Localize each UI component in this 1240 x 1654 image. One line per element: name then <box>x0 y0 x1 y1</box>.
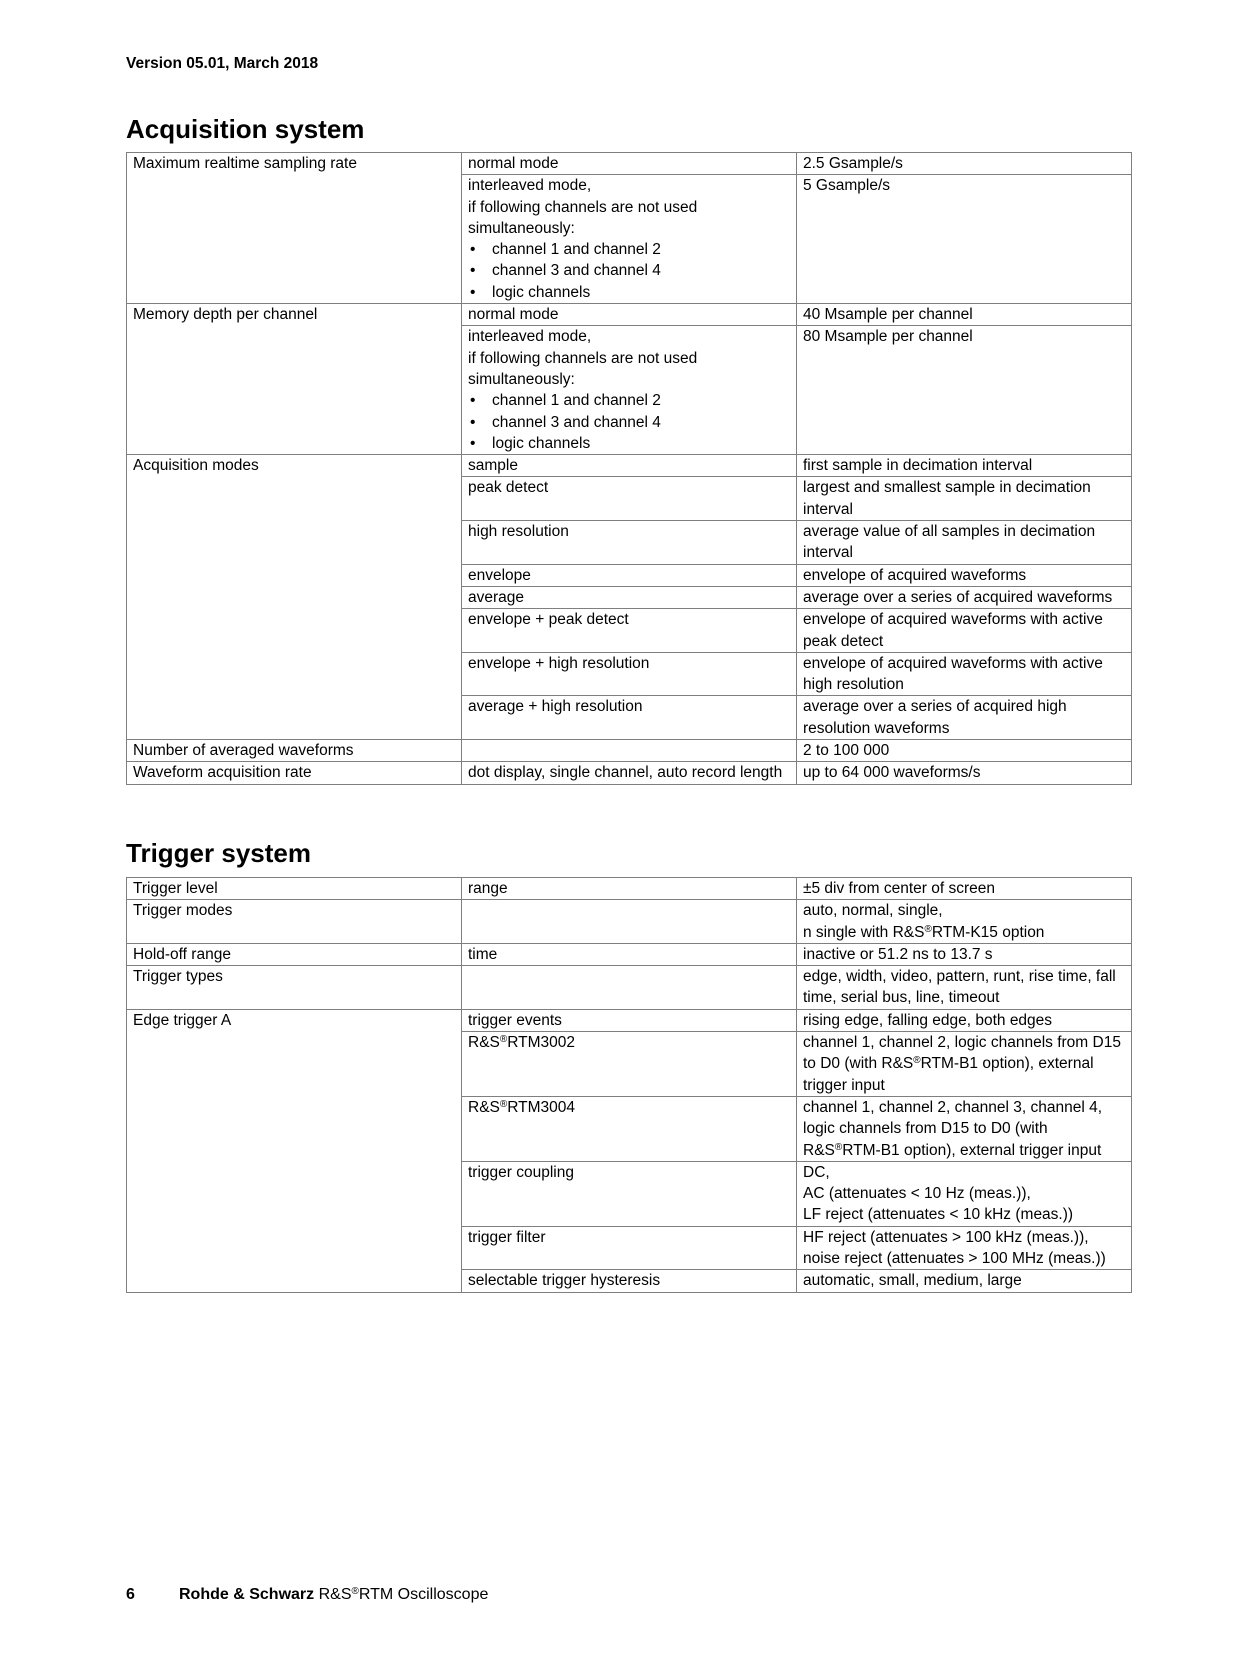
model-prefix: R&S <box>468 1098 500 1116</box>
bullet-item: • logic channels <box>468 433 790 454</box>
spec-value <box>797 1096 1132 1161</box>
page-number: 6 <box>126 1586 135 1603</box>
condition-line: simultaneously: <box>468 370 575 388</box>
spec-condition <box>462 1096 797 1161</box>
spec-value: average value of all samples in decimation interval <box>797 521 1132 565</box>
spec-value: ±5 div from center of screen <box>797 878 1132 900</box>
acquisition-section-title: Acquisition system <box>126 114 365 144</box>
brand-name: Rohde & Schwarz <box>179 1586 315 1603</box>
spec-condition: high resolution <box>462 521 797 565</box>
table-row <box>127 878 1132 900</box>
value-line <box>803 922 1125 943</box>
spec-condition: normal mode <box>462 153 797 175</box>
value-text: RTM-B1 option), external trigger input <box>803 1055 1094 1094</box>
table-row <box>127 943 1132 965</box>
registered-mark: ® <box>499 1034 508 1046</box>
spec-condition: average <box>462 586 797 608</box>
registered-mark: ® <box>351 1586 359 1597</box>
spec-label: Trigger level <box>127 878 462 900</box>
spec-value: average over a series of acquired high resolution waveforms <box>797 696 1132 740</box>
bullet-item: • channel 1 and channel 2 <box>468 239 790 260</box>
spec-condition <box>462 326 797 455</box>
condition-line: simultaneously: <box>468 219 575 237</box>
acquisition-spec-table <box>126 152 1132 785</box>
spec-condition: range <box>462 878 797 900</box>
spec-value: 40 Msample per channel <box>797 304 1132 326</box>
spec-value: 2.5 Gsample/s <box>797 153 1132 175</box>
spec-label: Edge trigger A <box>127 1009 462 1292</box>
page-footer <box>126 1586 488 1604</box>
trigger-section-title: Trigger system <box>126 838 311 868</box>
table-row <box>127 966 1132 1010</box>
spec-value: HF reject (attenuates > 100 kHz (meas.)), noise reject (attenuates > 100 MHz (meas.)) <box>797 1226 1132 1270</box>
registered-mark: ® <box>924 923 932 935</box>
spec-value: edge, width, video, pattern, runt, rise time, fall time, serial bus, line, timeout <box>797 966 1132 1010</box>
bullet-item: • channel 1 and channel 2 <box>468 390 790 411</box>
bullet-item: • channel 3 and channel 4 <box>468 412 790 433</box>
spec-condition: trigger coupling <box>462 1161 797 1226</box>
spec-condition: trigger filter <box>462 1226 797 1270</box>
model-name: RTM3002 <box>507 1034 576 1052</box>
condition-line: interleaved mode, <box>468 177 592 195</box>
table-row <box>127 153 1132 175</box>
spec-value: envelope of acquired waveforms with active peak detect <box>797 609 1132 653</box>
registered-mark: ® <box>834 1141 843 1153</box>
spec-value <box>797 1032 1132 1097</box>
table-row <box>127 900 1132 944</box>
table-row <box>127 304 1132 326</box>
spec-value: inactive or 51.2 ns to 13.7 s <box>797 943 1132 965</box>
spec-condition: envelope <box>462 564 797 586</box>
value-text: channel 1, channel 2, channel 3, channel 4, logic channels from D15 to D0 (with R&S <box>803 1098 1103 1159</box>
value-text: RTM-B1 option), external trigger input <box>842 1141 1102 1159</box>
table-row <box>127 762 1132 784</box>
spec-condition: selectable trigger hysteresis <box>462 1270 797 1292</box>
spec-condition: peak detect <box>462 477 797 521</box>
spec-label: Maximum realtime sampling rate <box>127 153 462 304</box>
spec-condition <box>462 740 797 762</box>
spec-label: Hold-off range <box>127 943 462 965</box>
registered-mark: ® <box>499 1098 508 1110</box>
spec-label: Acquisition modes <box>127 455 462 740</box>
spec-label: Trigger types <box>127 966 462 1010</box>
spec-condition <box>462 966 797 1010</box>
spec-label: Waveform acquisition rate <box>127 762 462 784</box>
spec-value: first sample in decimation interval <box>797 455 1132 477</box>
table-row <box>127 455 1132 477</box>
table-row <box>127 1009 1132 1031</box>
spec-label: Trigger modes <box>127 900 462 944</box>
value-line: auto, normal, single, <box>803 902 943 920</box>
spec-condition <box>462 1032 797 1097</box>
condition-line: if following channels are not used <box>468 349 698 367</box>
spec-value: largest and smallest sample in decimation interval <box>797 477 1132 521</box>
spec-value: 80 Msample per channel <box>797 326 1132 455</box>
spec-value: 2 to 100 000 <box>797 740 1132 762</box>
spec-value: 5 Gsample/s <box>797 175 1132 304</box>
bullet-item: • channel 3 and channel 4 <box>468 260 790 281</box>
value-line: AC (attenuates < 10 Hz (meas.)), <box>803 1185 1031 1203</box>
spec-label: Memory depth per channel <box>127 304 462 455</box>
spec-condition: average + high resolution <box>462 696 797 740</box>
trigger-spec-table <box>126 877 1132 1293</box>
spec-value: average over a series of acquired waveforms <box>797 586 1132 608</box>
spec-condition: sample <box>462 455 797 477</box>
spec-value: automatic, small, medium, large <box>797 1270 1132 1292</box>
product-prefix: R&S <box>314 1586 352 1603</box>
spec-value: envelope of acquired waveforms <box>797 564 1132 586</box>
spec-condition: envelope + high resolution <box>462 652 797 696</box>
table-row <box>127 740 1132 762</box>
spec-condition: normal mode <box>462 304 797 326</box>
spec-label: Number of averaged waveforms <box>127 740 462 762</box>
spec-value: up to 64 000 waveforms/s <box>797 762 1132 784</box>
document-version: Version 05.01, March 2018 <box>126 55 319 72</box>
registered-mark: ® <box>913 1055 921 1067</box>
value-text: n single with R&S <box>803 923 925 941</box>
value-text: channel 1, channel 2, logic channels from D15 to D0 (with R&S <box>803 1034 1121 1073</box>
value-text: RTM-K15 option <box>931 923 1045 941</box>
condition-line: interleaved mode, <box>468 328 592 346</box>
spec-condition: envelope + peak detect <box>462 609 797 653</box>
value-line: LF reject (attenuates < 10 kHz (meas.)) <box>803 1206 1074 1224</box>
spec-value <box>797 900 1132 944</box>
bullet-item: • logic channels <box>468 282 790 303</box>
product-name: RTM Oscilloscope <box>358 1586 489 1603</box>
model-prefix: R&S <box>468 1034 500 1052</box>
spec-value: envelope of acquired waveforms with active high resolution <box>797 652 1132 696</box>
model-name: RTM3004 <box>507 1098 576 1116</box>
spec-condition <box>462 175 797 304</box>
value-line: DC, <box>803 1163 830 1181</box>
spec-condition: dot display, single channel, auto record length <box>462 762 797 784</box>
spec-value <box>797 1161 1132 1226</box>
condition-line: if following channels are not used <box>468 198 698 216</box>
spec-value: rising edge, falling edge, both edges <box>797 1009 1132 1031</box>
spec-condition <box>462 900 797 944</box>
spec-condition: time <box>462 943 797 965</box>
spec-condition: trigger events <box>462 1009 797 1031</box>
